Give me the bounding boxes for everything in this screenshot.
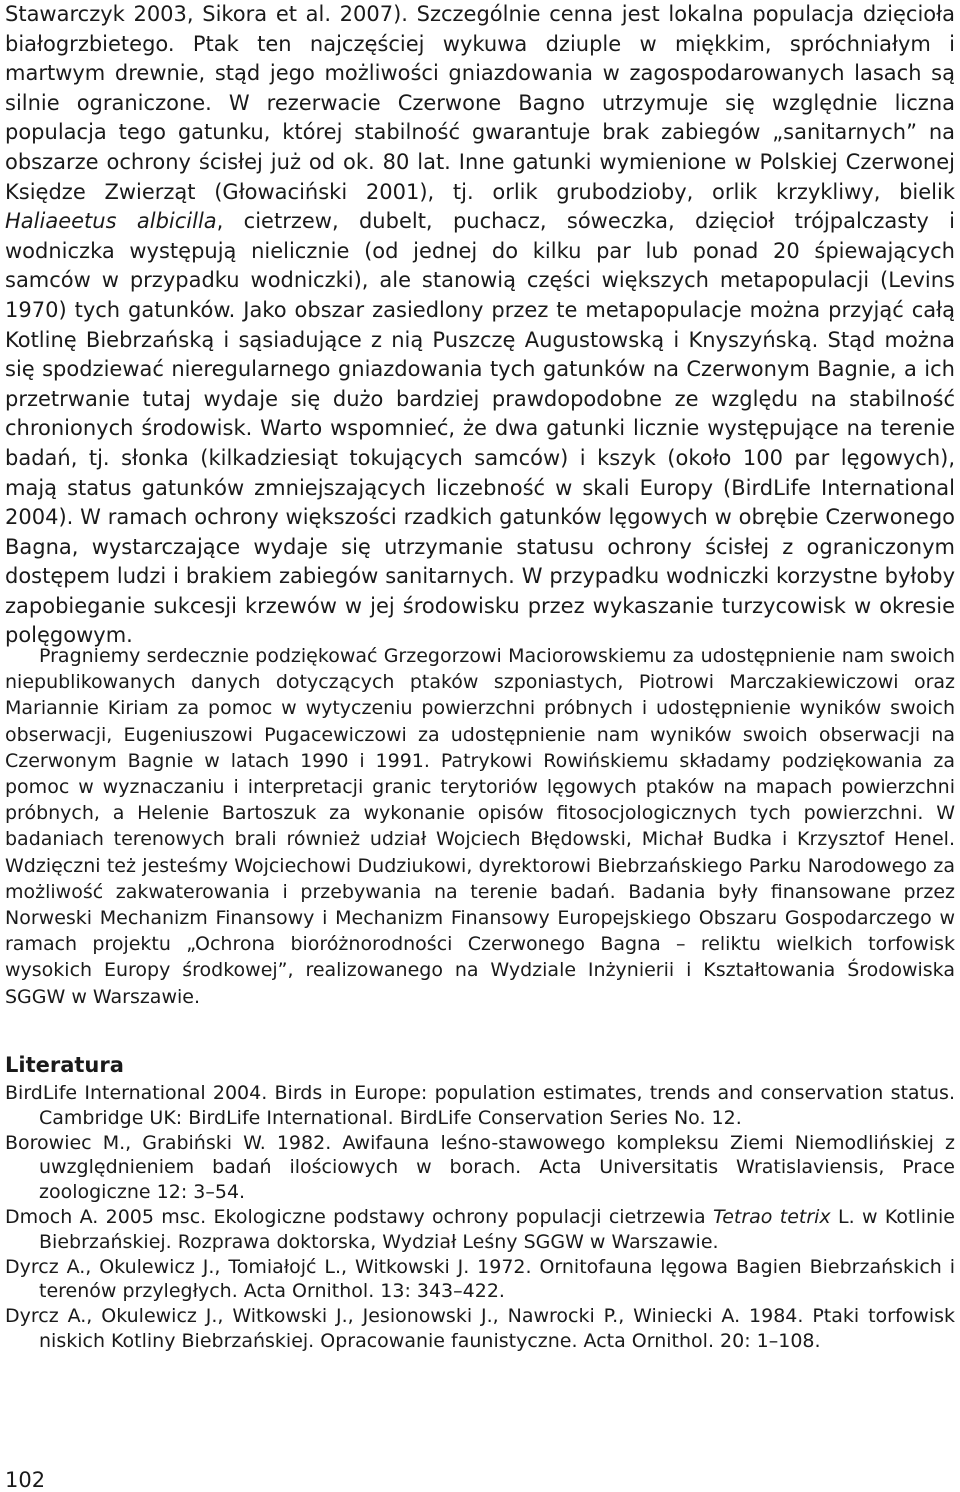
literature-heading: Literatura (5, 1053, 124, 1077)
reference-text: Dyrcz A., Okulewicz J., Witkowski J., Jesionowski J., Nawrocki P., Winiecki A. 1984. Ptaki torfowisk niskich Kotliny Biebrzańskiej. Opracowanie faunistyczne. Acta Ornithol. 20: 1–108. (5, 1305, 955, 1352)
reference-text: Dyrcz A., Okulewicz J., Tomiałojć L., Witkowski J. 1972. Ornitofauna lęgowa Bagien Biebrzańskich i terenów przyległych. Acta Ornithol. 13: 343–422. (5, 1255, 955, 1303)
acknowledgements-paragraph (5, 643, 955, 1010)
reference-list (5, 1081, 955, 1354)
reference-item (5, 1205, 955, 1255)
paragraph-text (5, 0, 955, 651)
reference-text: Dmoch A. 2005 msc. Ekologiczne podstawy ochrony populacji cietrzewia (5, 1205, 713, 1228)
species-name-italic: Haliaeetus albicilla (5, 209, 217, 234)
acknowledgements-text: Pragniemy serdecznie podziękować Grzegorzowi Maciorowskiemu za udostępnienie nam swoich niepublikowanych danych dotyczących ptaków szponiastych, Piotrowi Marczakiewiczowi oraz Mariannie Kiriam za pomoc w wytyczeniu powierzchni próbnych i udostępnienie wyników swoich obserwacji, Eugeniuszowi Pugacewiczowi za udostępnienie nam wyników swoich obserwacji na Czerwonym Bagnie w latach 1990 i 1991. Patrykowi Rowińskiemu składamy podziękowania za pomoc w wyznaczaniu i interpretacji granic terytoriów lęgowych ptaków na mapach powierzchni próbnych, a Helenie Bartoszuk za wykonanie opisów fitosocjologicznych tych powierzchni. W badaniach terenowych brali również udział Wojciech Błędowski, Michał Budka i Krzysztof Henel. Wdzięczni też jesteśmy Wojciechowi Dudziukowi, dyrektorowi Biebrzańskiego Parku Narodowego za możliwość zakwaterowania i przebywania na terenie badań. Badania były finansowane przez Norweski Mechanizm Finansowy i Mechanizm Finansowy Europejskiego Obszaru Gospodarczego w ramach projektu „Ochrona bioróżnorodności Czerwonego Bagna – reliktu wielkich torfowisk wysokich Europy środkowej”, realizowanego na Wydziale Inżynierii i Kształtowania Środowiska SGGW w Warszawie. (5, 645, 955, 1008)
reference-text-continued: L. w Kotlinie Biebrzańskiej. Rozprawa doktorska, Wydział Leśny SGGW w Warszawie. (39, 1205, 955, 1253)
reference-item (5, 1255, 955, 1305)
reference-text: BirdLife International 2004. Birds in Europe: population estimates, trends and conservation status. Cambridge UK: BirdLife International. BirdLife Conservation Series No. 12. (5, 1082, 955, 1129)
paragraph-text-part-1: Stawarczyk 2003, Sikora et al. 2007). Szczególnie cenna jest lokalna populacja dzięcioła białogrzbietego. Ptak ten najczęściej wykuwa dziuple w miękkim, spróchniałym i martwym drewnie, stąd jego możliwości gniazdowania w zagospodarowanych lasach są silnie ograniczone. W rezerwacie Czerwone Bagno utrzymuje się względnie liczna populacja tego gatunku, której stabilność gwarantuje brak zabiegów „sanitarnych” na obszarze ochrony ścisłej już od ok. 80 lat. Inne gatunki wymienione w Polskiej Czerwonej Księdze Zwierząt (Głowaciński 2001), tj. orlik grubodzioby, orlik krzykliwy, bielik (5, 2, 955, 204)
reference-item (5, 1081, 955, 1131)
paragraph-text-part-2: , cietrzew, dubelt, puchacz, sóweczka, dzięcioł trójpalczasty i wodniczka występują nielicznie (od jednej do kilku par lub ponad 20 śpiewających samców w przypadku wodniczki), ale stanowią części większych metapopulacji (Levins 1970) tych gatunków. Jako obszar zasiedlony przez te metapopulacje można przyjąć całą Kotlinę Biebrzańską i sąsiadujące z nią Puszczę Augustowską i Knyszyńską. Stąd można się spodziewać nieregularnego gniazdowania tych gatunków na Czerwonym Bagnie, a ich przetrwanie tutaj wydaje się dużo bardziej prawdopodobne ze względu na stabilność chronionych środowisk. Warto wspomnieć, że dwa gatunki licznie występujące na terenie badań, tj. słonka (kilkadziesiąt tokujących samców) i kszyk (około 100 par lęgowych), mają status gatunków zmniejszających liczebność w skali Europy (BirdLife International 2004). W ramach ochrony większości rzadkich gatunków lęgowych w obrębie Czerwonego Bagna, wystarczające wydaje się utrzymanie statusu ochrony ścisłej z ograniczonym dostępem ludzi i brakiem zabiegów sanitarnych. W przypadku wodniczki korzystne byłoby zapobieganie sukcesji krzewów w jej środowisku przez wykaszanie turzycowisk w okresie polęgowym. (5, 209, 955, 648)
reference-text: Borowiec M., Grabiński W. 1982. Awifauna leśno-stawowego kompleksu Ziemi Niemodlińskiej z uwzględnieniem badań ilościowych w borach. Acta Universitatis Wratislaviensis, Prace zoologiczne 12: 3–54. (5, 1131, 955, 1204)
discussion-paragraph (5, 0, 955, 651)
page-number: 102 (5, 1468, 46, 1492)
reference-item (5, 1304, 955, 1354)
reference-species-italic: Tetrao tetrix (712, 1205, 831, 1228)
reference-item (5, 1131, 955, 1205)
